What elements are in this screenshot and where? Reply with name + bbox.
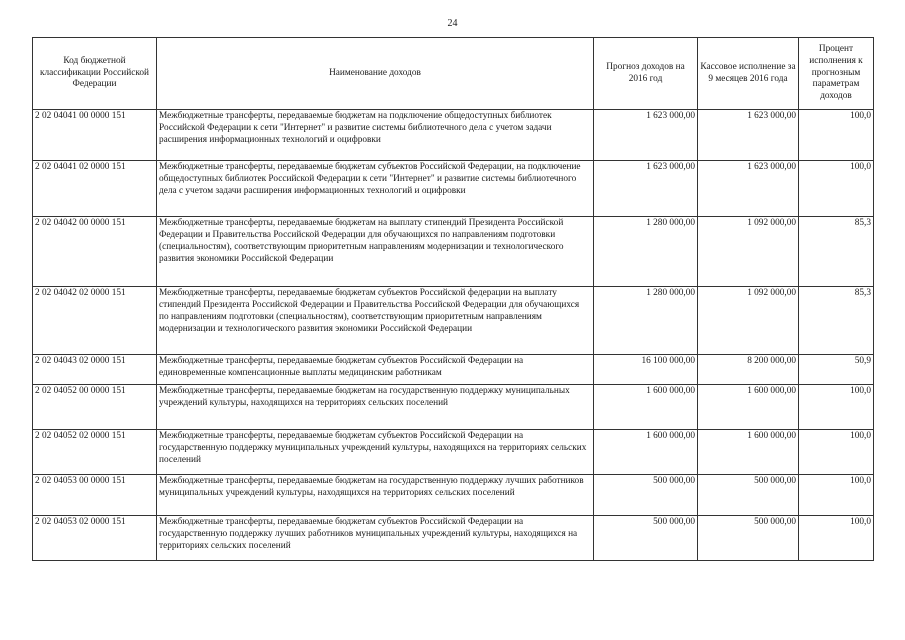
budget-revenue-table xyxy=(32,37,874,561)
cell-forecast: 1 623 000,00 xyxy=(594,110,698,161)
cell-percent: 85,3 xyxy=(799,287,874,355)
cell-forecast: 500 000,00 xyxy=(594,475,698,516)
cell-name: Межбюджетные трансферты, передаваемые бюджетам на выплату стипендий Президента Российской Федерации и Правительства Российской Федерации для обучающихся по направлениям подготовки (специальностям), соответствующим приоритетным направлениям модернизации и технологического развития экономики Российской Федерации xyxy=(157,217,594,287)
cell-executed: 1 600 000,00 xyxy=(698,430,799,475)
cell-executed: 1 623 000,00 xyxy=(698,161,799,217)
table-row xyxy=(33,217,874,287)
cell-executed: 1 092 000,00 xyxy=(698,287,799,355)
cell-name: Межбюджетные трансферты, передаваемые бюджетам на государственную поддержку муниципальных учреждений культуры, находящихся на территориях сельских поселений xyxy=(157,385,594,430)
cell-name: Межбюджетные трансферты, передаваемые бюджетам на подключение общедоступных библиотек Российской Федерации к сети "Интернет" и развитие системы библиотечного дела с учетом задачи расширения информационных технологий и оцифровки xyxy=(157,110,594,161)
table-row xyxy=(33,430,874,475)
cell-forecast: 1 280 000,00 xyxy=(594,217,698,287)
cell-forecast: 1 623 000,00 xyxy=(594,161,698,217)
cell-name: Межбюджетные трансферты, передаваемые бюджетам субъектов Российской Федерации на государственную поддержку лучших работников муниципальных учреждений культуры, находящихся на территориях сельских поселений xyxy=(157,516,594,561)
cell-executed: 1 092 000,00 xyxy=(698,217,799,287)
cell-name: Межбюджетные трансферты, передаваемые бюджетам субъектов Российской федерации на выплату стипендий Президента Российской Федерации и Правительства Российской Федерации для обучающихся по направлениям подготовки (специальностям), соответствующим приоритетным направлениям модернизации и технологического развития экономики Российской Федерации xyxy=(157,287,594,355)
cell-percent: 85,3 xyxy=(799,217,874,287)
table-row xyxy=(33,110,874,161)
cell-name: Межбюджетные трансферты, передаваемые бюджетам на государственную поддержку лучших работников муниципальных учреждений культуры, находящихся на территориях сельских поселений xyxy=(157,475,594,516)
header-executed: Кассовое исполнение за 9 месяцев 2016 года xyxy=(698,38,799,110)
cell-executed: 500 000,00 xyxy=(698,516,799,561)
header-percent: Процент исполнения к прогнозным параметрам доходов xyxy=(799,38,874,110)
cell-code: 2 02 04041 00 0000 151 xyxy=(33,110,157,161)
cell-percent: 50,9 xyxy=(799,355,874,385)
table-row xyxy=(33,475,874,516)
page-number: 24 xyxy=(447,18,458,29)
cell-name: Межбюджетные трансферты, передаваемые бюджетам субъектов Российской Федерации, на подключение общедоступных библиотек Российской Федерации к сети "Интернет" и развитие системы библиотечного дела с учетом задачи расширения информационных технологий и оцифровки xyxy=(157,161,594,217)
cell-code: 2 02 04053 00 0000 151 xyxy=(33,475,157,516)
cell-code: 2 02 04052 00 0000 151 xyxy=(33,385,157,430)
cell-executed: 8 200 000,00 xyxy=(698,355,799,385)
cell-code: 2 02 04043 02 0000 151 xyxy=(33,355,157,385)
cell-code: 2 02 04042 02 0000 151 xyxy=(33,287,157,355)
cell-percent: 100,0 xyxy=(799,161,874,217)
cell-name: Межбюджетные трансферты, передаваемые бюджетам субъектов Российской Федерации на единовременные компенсационные выплаты медицинским работникам xyxy=(157,355,594,385)
cell-code: 2 02 04053 02 0000 151 xyxy=(33,516,157,561)
table-row xyxy=(33,516,874,561)
table-row xyxy=(33,287,874,355)
cell-code: 2 02 04041 02 0000 151 xyxy=(33,161,157,217)
table-header-row xyxy=(33,38,874,110)
table-row xyxy=(33,385,874,430)
cell-forecast: 1 600 000,00 xyxy=(594,430,698,475)
cell-code: 2 02 04052 02 0000 151 xyxy=(33,430,157,475)
header-forecast: Прогноз доходов на 2016 год xyxy=(594,38,698,110)
cell-forecast: 16 100 000,00 xyxy=(594,355,698,385)
cell-executed: 1 623 000,00 xyxy=(698,110,799,161)
cell-name: Межбюджетные трансферты, передаваемые бюджетам субъектов Российской Федерации на государственную поддержку муниципальных учреждений культуры, находящихся на территориях сельских поселений xyxy=(157,430,594,475)
cell-code: 2 02 04042 00 0000 151 xyxy=(33,217,157,287)
cell-percent: 100,0 xyxy=(799,385,874,430)
cell-percent: 100,0 xyxy=(799,110,874,161)
header-code: Код бюджетной классификации Российской Федерации xyxy=(33,38,157,110)
cell-forecast: 1 280 000,00 xyxy=(594,287,698,355)
cell-forecast: 500 000,00 xyxy=(594,516,698,561)
header-name: Наименование доходов xyxy=(157,38,594,110)
cell-percent: 100,0 xyxy=(799,475,874,516)
table-row xyxy=(33,355,874,385)
cell-executed: 500 000,00 xyxy=(698,475,799,516)
table-row xyxy=(33,161,874,217)
cell-forecast: 1 600 000,00 xyxy=(594,385,698,430)
cell-executed: 1 600 000,00 xyxy=(698,385,799,430)
cell-percent: 100,0 xyxy=(799,430,874,475)
cell-percent: 100,0 xyxy=(799,516,874,561)
